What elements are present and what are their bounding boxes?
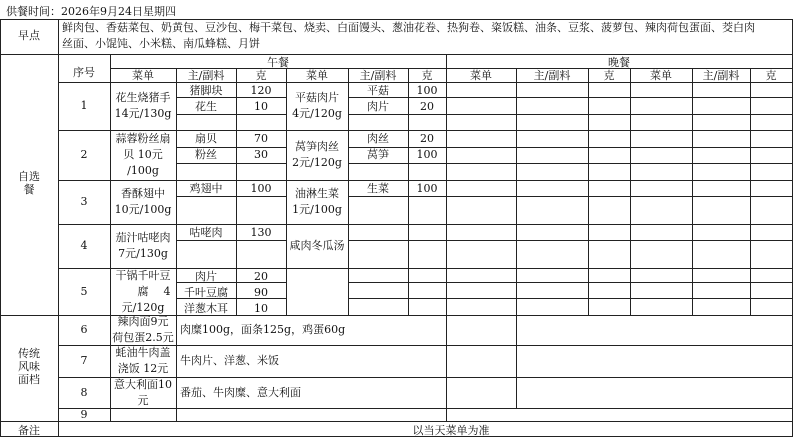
lunch-header: 午餐	[267, 56, 289, 69]
lunch-ingredient: 洋葱木耳	[184, 302, 228, 315]
dinner-col-ingredient: 主/副料	[533, 69, 571, 82]
grid-line-h	[692, 196, 793, 197]
grid-line-h	[0, 421, 59, 422]
col-no: 序号	[73, 66, 95, 79]
grid-line-h	[630, 147, 693, 148]
grid-line-v	[176, 315, 177, 422]
lunch-dish-name: 14元/130g	[114, 107, 172, 120]
lunch-dish-price: 4	[163, 284, 171, 298]
grid-line-h	[348, 114, 447, 115]
noodle-dish-name: 浇饭 12元	[117, 362, 169, 375]
dinner-col-gram: 克	[765, 69, 777, 82]
grid-line-h	[516, 163, 589, 164]
grid-line-h	[446, 163, 517, 164]
dinner-header: 晚餐	[608, 56, 630, 69]
lunch-ingredient-gram: 10	[254, 302, 268, 315]
lunch-dish-name: 4元/120g	[292, 107, 342, 120]
dinner-col-dish: 菜单	[470, 69, 492, 82]
lunch-col-dish: 菜单	[132, 69, 154, 82]
lunch-ingredient-gram: 100	[250, 182, 272, 195]
lunch-ingredient-gram: 120	[250, 84, 272, 97]
grid-line-v	[630, 68, 631, 316]
row-number: 8	[80, 385, 88, 399]
grid-line-h	[176, 97, 287, 98]
noodle-dish-name: 蚝油牛肉盖	[115, 346, 171, 359]
grid-line-h	[692, 114, 793, 115]
lunch-ingredient: 生菜	[367, 182, 389, 195]
grid-line-v	[516, 68, 517, 316]
row-number: 7	[80, 354, 88, 367]
lunch-ingredient: 肉片	[367, 100, 389, 113]
grid-line-h	[516, 114, 589, 115]
grid-line-h	[516, 240, 589, 241]
lunch-ingredient-gram: 130	[250, 226, 272, 239]
lunch-ingredient-gram: 20	[254, 270, 268, 283]
lunch-ingredient-gram: 100	[416, 148, 438, 161]
lunch-dish-name: 花生烧猪手	[115, 91, 171, 104]
lunch-dish-name: 贝 10元	[123, 148, 163, 161]
grid-line-h	[516, 298, 589, 299]
lunch-dish-name: 10元/100g	[114, 203, 172, 216]
lunch-col-gram: 克	[255, 69, 267, 82]
grid-line-h	[692, 163, 793, 164]
grid-line-h	[630, 240, 693, 241]
row-number: 3	[80, 195, 88, 208]
noodle-description: 肉糜100g，面条125g，鸡蛋60g	[180, 323, 346, 336]
lunch-dish-name: 平菇肉片	[295, 91, 339, 104]
grid-line-h	[348, 163, 447, 164]
lunch-ingredient: 猪脚块	[189, 84, 223, 97]
lunch-dish-name: 元/120g	[121, 300, 165, 314]
grid-line-v	[446, 54, 447, 422]
grid-line-h	[446, 97, 517, 98]
remark-label: 备注	[18, 424, 40, 437]
lunch-ingredient-gram: 30	[254, 148, 268, 161]
lunch-dish-name: 咸肉冬瓜汤	[289, 239, 345, 252]
lunch-col-ingredient: 主/副料	[187, 69, 225, 82]
grid-line-h	[630, 163, 693, 164]
grid-line-h	[630, 97, 693, 98]
noodle-description: 牛肉片、洋葱、米饭	[180, 354, 279, 367]
lunch-dish-name: 茄汁咕咾肉	[115, 231, 171, 244]
grid-line-h	[348, 97, 447, 98]
lunch-dish-name: 蒜蓉粉丝扇	[115, 132, 171, 145]
lunch-dish-name: 腐	[137, 284, 149, 298]
grid-line-h	[630, 298, 693, 299]
grid-line-v	[750, 68, 751, 316]
grid-line-v	[692, 68, 693, 316]
grid-line-h	[348, 282, 447, 283]
grid-line-h	[348, 240, 447, 241]
grid-line-h	[516, 97, 589, 98]
lunch-col-gram: 克	[421, 69, 433, 82]
row-number: 5	[80, 284, 88, 298]
lunch-dish-name: /100g	[127, 164, 159, 177]
grid-line-h	[588, 298, 631, 299]
lunch-ingredient-gram: 20	[420, 132, 434, 145]
grid-line-h	[0, 54, 793, 55]
grid-line-h	[588, 147, 631, 148]
lunch-dish-name: 香酥翅中	[121, 187, 165, 200]
grid-line-h	[446, 196, 517, 197]
grid-line-h	[516, 282, 589, 283]
meal-date: 供餐时间：2026年9月24日星期四	[6, 5, 176, 18]
grid-line-h	[176, 196, 287, 197]
grid-line-h	[446, 282, 517, 283]
grid-line-h	[58, 82, 793, 83]
lunch-ingredient: 花生	[195, 100, 217, 113]
grid-line-v	[516, 315, 517, 409]
row-number: 4	[80, 239, 88, 252]
grid-line-h	[588, 282, 631, 283]
grid-line-h	[630, 282, 693, 283]
remark-text: 以当天菜单为准	[412, 424, 490, 437]
noodle-description: 番茄、牛肉糜、意大利面	[180, 385, 301, 399]
breakfast-label: 早点	[18, 29, 40, 42]
grid-line-h	[0, 315, 59, 316]
grid-line-h	[516, 196, 589, 197]
lunch-ingredient-gram: 20	[420, 100, 434, 113]
grid-line-h	[630, 114, 693, 115]
grid-line-h	[446, 298, 517, 299]
lunch-dish-name: 油淋生菜	[295, 187, 339, 200]
section-self-label: 自选餐	[18, 170, 40, 196]
grid-line-h	[588, 114, 631, 115]
row-number: 9	[80, 407, 88, 421]
grid-line-h	[58, 224, 793, 225]
lunch-dish-name: 莴笋肉丝	[295, 140, 339, 153]
grid-line-h	[630, 196, 693, 197]
lunch-dish-name: 干锅千叶豆	[115, 268, 171, 282]
lunch-col-dish: 菜单	[306, 69, 328, 82]
grid-line-h	[446, 114, 517, 115]
lunch-ingredient: 千叶豆腐	[184, 286, 228, 299]
noodle-dish-name: 意大利面10	[114, 377, 172, 391]
noodle-dish-name: 辣肉面9元	[117, 315, 169, 328]
section-noodle-label: 传统风味面档	[18, 347, 40, 386]
dinner-col-gram: 克	[603, 69, 615, 82]
lunch-dish-name: 1元/100g	[292, 203, 342, 216]
grid-line-h	[588, 97, 631, 98]
lunch-ingredient: 平菇	[367, 84, 389, 97]
grid-line-h	[446, 147, 517, 148]
grid-line-h	[588, 240, 631, 241]
breakfast-items-line2: 丝面、小馄饨、小米糕、南瓜蜂糕、月饼	[62, 37, 260, 50]
grid-line-h	[588, 196, 631, 197]
lunch-ingredient-gram: 90	[254, 286, 268, 299]
noodle-dish-name: 荷包蛋2.5元	[112, 331, 174, 344]
grid-line-h	[692, 97, 793, 98]
lunch-ingredient-gram: 100	[416, 84, 438, 97]
grid-line-h	[58, 180, 793, 181]
grid-line-h	[176, 114, 287, 115]
grid-line-h	[58, 421, 793, 422]
lunch-ingredient-gram: 70	[254, 132, 268, 145]
lunch-dish-name: 2元/120g	[292, 156, 342, 169]
grid-line-h	[348, 196, 447, 197]
grid-line-v	[588, 68, 589, 316]
grid-line-h	[692, 282, 793, 283]
grid-line-h	[176, 240, 287, 241]
lunch-ingredient: 咕咾肉	[189, 226, 223, 239]
row-number: 1	[80, 99, 88, 112]
lunch-ingredient-gram: 100	[416, 182, 438, 195]
grid-line-h	[58, 408, 793, 409]
dinner-col-ingredient: 主/副料	[702, 69, 740, 82]
breakfast-items-line1: 鲜肉包、香菇菜包、奶黄包、豆沙包、梅干菜包、烧卖、白面馒头、葱油花卷、热狗卷、粢饭糕、油条、豆浆、菠萝包、辣肉荷包蛋面、茭白肉	[62, 21, 755, 34]
dinner-col-dish: 菜单	[650, 69, 672, 82]
lunch-ingredient: 莴笋	[367, 148, 389, 161]
lunch-ingredient: 鸡翅中	[189, 182, 223, 195]
lunch-ingredient-gram: 10	[254, 100, 268, 113]
lunch-ingredient: 粉丝	[195, 148, 217, 161]
lunch-ingredient: 肉丝	[367, 132, 389, 145]
grid-line-h	[348, 298, 447, 299]
row-number: 2	[80, 148, 88, 161]
grid-line-h	[692, 298, 793, 299]
grid-line-h	[692, 240, 793, 241]
row-number: 6	[80, 323, 88, 336]
lunch-ingredient: 扇贝	[195, 132, 217, 145]
noodle-dish-name: 元	[137, 393, 149, 407]
grid-line-h	[588, 163, 631, 164]
grid-line-h	[58, 130, 793, 131]
grid-line-h	[692, 147, 793, 148]
grid-line-h	[516, 147, 589, 148]
lunch-ingredient: 肉片	[195, 270, 217, 283]
grid-line-h	[0, 19, 793, 20]
lunch-dish-name: 7元/130g	[118, 247, 168, 260]
grid-line-h	[176, 163, 287, 164]
lunch-col-ingredient: 主/副料	[359, 69, 397, 82]
grid-line-h	[446, 240, 517, 241]
